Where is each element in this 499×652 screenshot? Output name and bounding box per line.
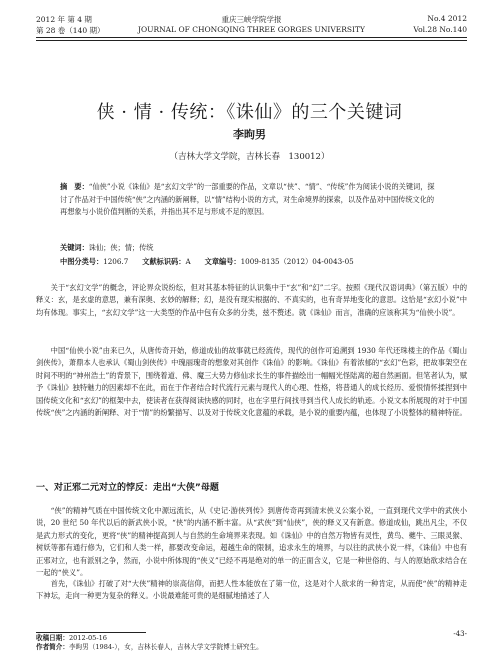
body-paragraph: “侠”的精神气质在中国传统文化中源远流长，从《史记·游侠列传》到唐传奇再到清末侠义公案小说，一直到现代文学中的武侠小说，20 世纪 50 年代以后的新武侠小说，“侠”的内涵不断丰富。从“武侠”到“仙侠”，侠的释义又有新意。修道成仙，跳出凡尘，不仅是武力形式的变化，更将“侠”的精神提高到人与自然的生命境界来表现。如《诛仙》中的自然万物皆有灵性，黄鸟、夔牛、三眼灵猴、树妖等都有通行修为，它们和人类一样，都要改变命运，超越生命的限制，追求永生的境界，与以往的武侠小说一样，《诛仙》中也有正邪对立，也有派别之争，然而，小说中所体现的“侠义”已经不再是绝对的单一的正面含义，它是一种世俗的、与人的原始欲求结合在一起的“侠义”。 [36,506,467,578]
author-name: 李昫男 [233,128,266,141]
received-label: 收稿日期： [36,634,69,642]
keywords-text: 诛仙；侠；情；传统 [88,243,154,252]
volume-cn: 第 28 卷（140 期） [36,26,105,35]
doc-code-value: A [185,257,191,266]
body-paragraph: 中国“仙侠小说”由来已久，从唐传奇开始，修道成仙的故事就已经流传，现代的创作可追溯到 1930 年代还珠楼主的作品《蜀山剑侠传》，萧鼎本人也承认《蜀山剑侠传》中瑰丽瑰奇的想象对其创作《诛仙》的影响。《诛仙》有着浓郁的“玄幻”色彩，把故事架空在时间不明的“神州浩土”的背景下，围绕着道、佛、魔三大势力修仙求长生的事件描绘出一幅幅光怪陆离的超自然画面。但笔者认为，赋予《诛仙》独特魅力的因素却不在此，而在于作者结合时代流行元素与现代人的心理、性格，将普通人的成长经历、爱恨情怀揉捏到中国传统文化和“玄幻”的框架中去，使读者在获得阅读快感的同时，也在字里行间找寻到当代人成长的轨迹。小说文本所展现的对于中国传统“侠”之内涵的新阐释、对于“情”的纷繁描写、以及对于传统文化意蕴的承载，是小说的重要内蕴，也体现了小说整体的精神特征。 [36,346,467,418]
clc-label: 中图分类号： [60,257,104,266]
received-date: 2012-05-16 [68,634,107,642]
article-id-label: 文章编号： [204,257,241,266]
abstract-text: “仙侠”小说《诛仙》是“玄幻文学”的一部重要的作品，文章以“侠”、“情”、“传统”作为阅读小说的关键词，探讨了作品对于中国传统“侠”之内涵的新阐释，以“情”结构小说的方式，对生命境界的探索，以及作品对中国传统文化的再想象与小说价值判断的关系，并指出其不足与形成不足的原因。 [60,182,435,216]
volume-en: Vol.28 No.140 [413,25,467,34]
article-id-value: 1009-8135（2012）04-0043-05 [240,257,354,266]
header-rule-thin [36,40,467,41]
author-info: 李昫男（1984-），女，吉林长春人，吉林大学文学院博士研究生。 [68,643,263,651]
keywords-label: 关键词： [60,243,89,252]
keywords [60,242,439,255]
classification-line [60,256,439,269]
issue-cn: 2012 年 第 4 期 [36,15,92,24]
journal-header [36,14,467,52]
journal-name-cn: 重庆三峡学院学报 [221,15,282,24]
abstract [60,181,439,219]
author-affiliation: （吉林大学文学院，吉林长春 130012） [169,152,330,162]
journal-name-en: JOURNAL OF CHONGQING THREE GORGES UNIVERSITY [138,25,365,34]
body-paragraph: 首先，《诛仙》打破了对“大侠”精神的崇高信仰，而把人性本能放在了第一位，这是对个人欲求的一种肯定，从而使“侠”的精神走下神坛，走向一种更为复杂的释义。小说最难能可贵的是细腻地描述了人 [36,579,467,601]
body-paragraph: 关于“玄幻文学”的概念，评论界众说纷纭，但对其基本特征的认识集中于“玄”和“幻”二字。按照《现代汉语词典》（第五版）中的释义：玄，是玄虚的意思，兼有深奥、玄妙的解释；幻，是没有现实根据的、不真实的，也有奇异地变化的意思。这恰是“玄幻小说”中均有体现。事实上，“玄幻文学”这一大类型的作品中包有众多的分类，兹不赘述。就《诛仙》而言，准确的应该称其为“仙侠小说”。 [36,283,467,317]
doc-code-label: 文献标识码： [142,257,186,266]
paper-title: 侠 · 情 · 传统：《诛仙》的三个关键词 [96,102,403,123]
page-number: -43- [453,630,467,638]
abstract-label: 摘 要： [60,182,89,191]
section-heading: 一、对正邪二元对立的悖反：走出“大侠”母题 [36,483,219,493]
author-info-label: 作者简介： [36,643,69,651]
footnote-author [36,642,459,652]
header-rule-thick [36,37,467,38]
clc-value: 1206.7 [103,257,129,266]
issue-en: No.4 2012 [427,14,467,23]
